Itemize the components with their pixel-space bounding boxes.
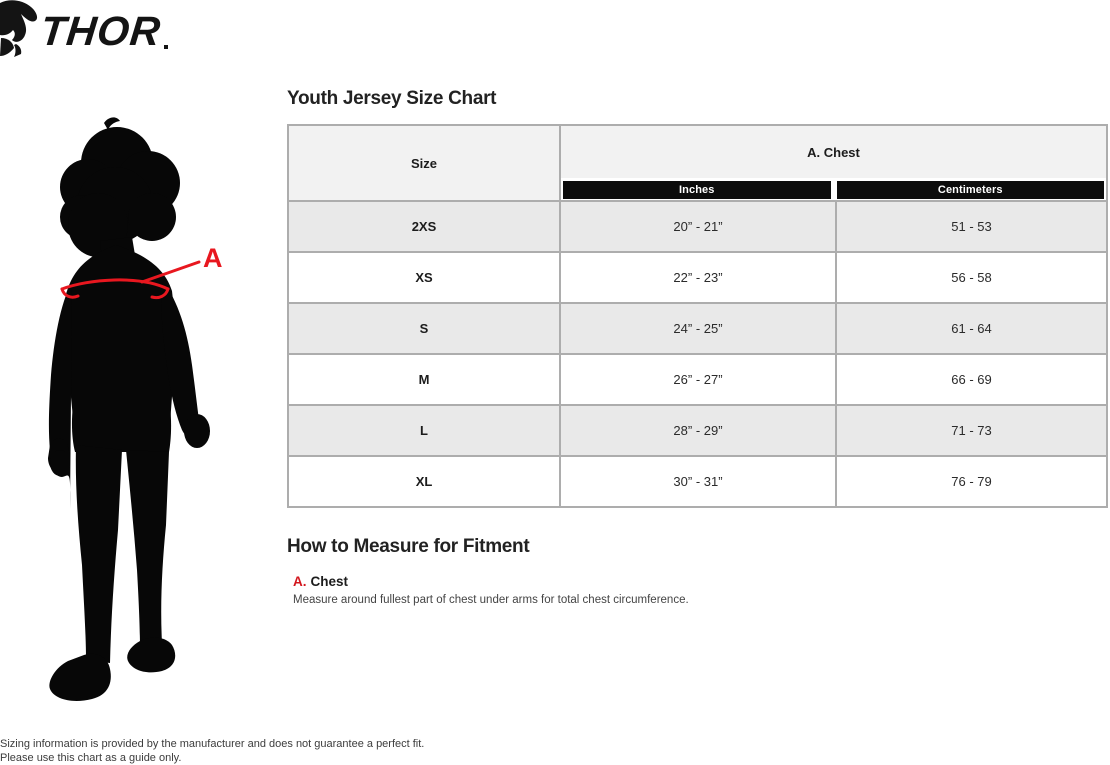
size-cell: M bbox=[289, 355, 561, 404]
measure-section bbox=[287, 536, 1108, 607]
centimeters-cell: 61 - 64 bbox=[951, 321, 992, 336]
col-header-inches: Inches bbox=[563, 181, 831, 199]
inches-cell: 22” - 23” bbox=[561, 253, 837, 302]
measure-item-description: Measure around fullest part of chest under arms for total chest circumference. bbox=[293, 594, 689, 606]
marker-label-a: A bbox=[203, 243, 223, 273]
size-chart-table bbox=[287, 124, 1108, 508]
table-row bbox=[289, 251, 1106, 302]
centimeters-cell: 71 - 73 bbox=[951, 423, 992, 438]
inches-cell: 28” - 29” bbox=[561, 406, 837, 455]
col-header-chest: A. Chest bbox=[561, 126, 1106, 178]
thor-goat-icon bbox=[0, 0, 178, 60]
disclaimer-line-2: Please use this chart as a guide only. bbox=[0, 752, 182, 764]
measure-item-label: Chest bbox=[310, 574, 349, 589]
logo-wordmark: THOR bbox=[38, 8, 164, 54]
logo-trademark-dot bbox=[164, 45, 168, 49]
centimeters-cell: 51 - 53 bbox=[951, 219, 992, 234]
table-row bbox=[289, 455, 1106, 506]
page-title: Youth Jersey Size Chart bbox=[287, 88, 497, 109]
measure-item-chest bbox=[287, 574, 1108, 607]
table-row bbox=[289, 353, 1106, 404]
inches-cell: 30” - 31” bbox=[561, 457, 837, 506]
inches-cell: 26” - 27” bbox=[561, 355, 837, 404]
measure-item-key: A. bbox=[293, 574, 307, 589]
table-row bbox=[289, 200, 1106, 251]
size-cell: S bbox=[289, 304, 561, 353]
thor-logo bbox=[0, 0, 178, 60]
table-row bbox=[289, 404, 1106, 455]
inches-cell: 24” - 25” bbox=[561, 304, 837, 353]
col-header-size: Size bbox=[289, 126, 561, 200]
child-silhouette-illustration bbox=[20, 115, 250, 715]
size-cell: XS bbox=[289, 253, 561, 302]
table-row bbox=[289, 302, 1106, 353]
child-silhouette bbox=[48, 117, 210, 701]
table-header bbox=[289, 126, 1106, 200]
measure-item-heading bbox=[293, 574, 1108, 589]
measurement-figure bbox=[20, 115, 250, 715]
centimeters-cell: 76 - 79 bbox=[951, 474, 992, 489]
size-cell: 2XS bbox=[289, 202, 561, 251]
centimeters-cell: 56 - 58 bbox=[951, 270, 992, 285]
size-cell: L bbox=[289, 406, 561, 455]
unit-header-row bbox=[561, 178, 1106, 200]
size-cell: XL bbox=[289, 457, 561, 506]
centimeters-cell: 66 - 69 bbox=[951, 372, 992, 387]
inches-cell: 20” - 21” bbox=[561, 202, 837, 251]
main-content bbox=[287, 88, 1108, 607]
disclaimer-line-1: Sizing information is provided by the manufacturer and does not guarantee a perfect fit. bbox=[0, 738, 425, 750]
col-header-centimeters: Centimeters bbox=[837, 181, 1105, 199]
measure-section-title: How to Measure for Fitment bbox=[287, 536, 530, 557]
disclaimer-footer bbox=[0, 737, 424, 765]
